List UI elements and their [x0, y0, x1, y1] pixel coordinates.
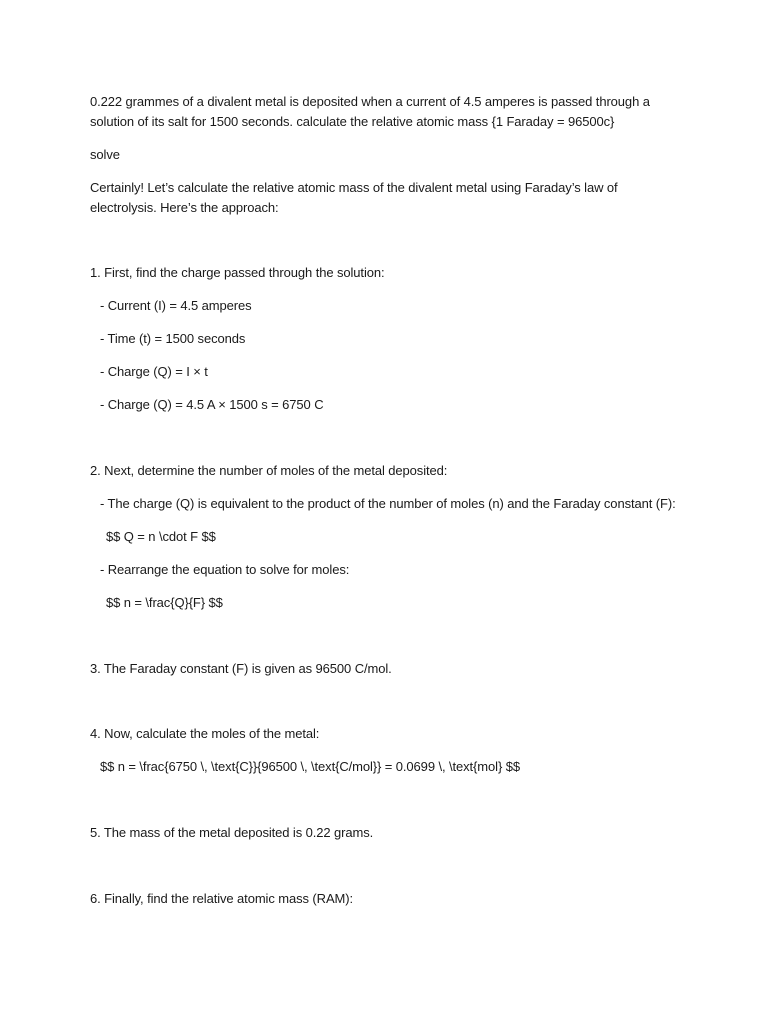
intro-line-1: Certainly! Let’s calculate the relative atomic mass of the divalent metal using Faraday’s law of — [90, 180, 618, 195]
question-line-1: 0.222 grammes of a divalent metal is deposited when a current of 4.5 amperes is passed through a — [90, 94, 650, 109]
step1-bullet-time: - Time (t) = 1500 seconds — [100, 331, 246, 346]
step2-formula-n: $$ n = \frac{Q}{F} $$ — [106, 595, 223, 610]
prompt-text: solve — [90, 147, 120, 162]
step2-formula-q: $$ Q = n \cdot F $$ — [106, 529, 216, 544]
step2-bullet-rearrange: - Rearrange the equation to solve for moles: — [100, 562, 350, 577]
step2-heading: 2. Next, determine the number of moles of the metal deposited: — [90, 463, 448, 478]
step5-heading: 5. The mass of the metal deposited is 0.22 grams. — [90, 825, 374, 840]
step1-bullet-charge-value: - Charge (Q) = 4.5 A × 1500 s = 6750 C — [100, 397, 324, 412]
step6-heading: 6. Finally, find the relative atomic mass (RAM): — [90, 891, 353, 906]
step1-bullet-current: - Current (I) = 4.5 amperes — [100, 298, 252, 313]
step3-heading: 3. The Faraday constant (F) is given as 96500 C/mol. — [90, 661, 392, 676]
step1-heading: 1. First, find the charge passed through the solution: — [90, 265, 385, 280]
intro-line-2: electrolysis. Here’s the approach: — [90, 200, 279, 215]
step1-bullet-charge-formula: - Charge (Q) = I × t — [100, 364, 208, 379]
step4-heading: 4. Now, calculate the moles of the metal: — [90, 726, 320, 741]
step2-bullet-equivalence: - The charge (Q) is equivalent to the product of the number of moles (n) and the Faraday constant (F): — [100, 496, 676, 511]
step4-formula: $$ n = \frac{6750 \, \text{C}}{96500 \, \text{C/mol}} = 0.0699 \, \text{mol} $$ — [100, 759, 520, 774]
question-line-2: solution of its salt for 1500 seconds. calculate the relative atomic mass {1 Faraday = 96500c} — [90, 114, 615, 129]
